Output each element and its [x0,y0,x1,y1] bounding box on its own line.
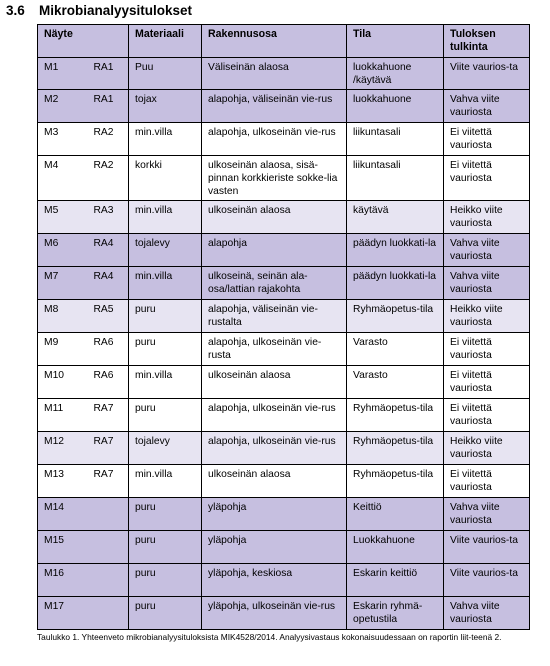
cell-room [88,564,129,597]
cell-sample: M12 [38,432,88,465]
table-row [38,465,530,498]
table-row [38,90,530,123]
cell-room: RA7 [88,432,129,465]
cell-result: Ei viitettä vauriosta [444,156,530,201]
cell-material: min.villa [129,366,202,399]
cell-result: Ei viitettä vauriosta [444,366,530,399]
cell-sample: M10 [38,366,88,399]
cell-sample: M3 [38,123,88,156]
cell-sample: M4 [38,156,88,201]
table-row [38,58,530,90]
cell-space: Keittiö [347,498,444,531]
table-row [38,234,530,267]
cell-result: Heikko viite vauriosta [444,432,530,465]
table-row [38,498,530,531]
header-building-part: Rakennusosa [202,25,347,58]
cell-room: RA6 [88,366,129,399]
table-row [38,399,530,432]
cell-space: päädyn luokkati-la [347,267,444,300]
cell-result: Heikko viite vauriosta [444,300,530,333]
cell-sample: M5 [38,201,88,234]
cell-space: liikuntasali [347,123,444,156]
cell-result: Ei viitettä vauriosta [444,333,530,366]
table-row [38,300,530,333]
cell-space: Ryhmäopetus-tila [347,300,444,333]
cell-material: puru [129,531,202,564]
section-heading [6,3,192,18]
cell-result: Viite vaurios-ta [444,564,530,597]
cell-building-part: yläpohja [202,531,347,564]
cell-space: Ryhmäopetus-tila [347,465,444,498]
cell-result: Vahva viite vauriosta [444,90,530,123]
table-row [38,564,530,597]
cell-space: Luokkahuone [347,531,444,564]
cell-building-part: ulkoseinän alaosa [202,366,347,399]
cell-room: RA1 [88,90,129,123]
cell-space: päädyn luokkati-la [347,234,444,267]
header-material: Materiaali [129,25,202,58]
cell-sample: M2 [38,90,88,123]
cell-result: Vahva viite vauriosta [444,234,530,267]
cell-material: tojalevy [129,234,202,267]
cell-room: RA3 [88,201,129,234]
cell-room: RA6 [88,333,129,366]
cell-building-part: alapohja, ulkoseinän vie-rusta [202,333,347,366]
table-header-row [38,25,530,58]
cell-room: RA2 [88,156,129,201]
cell-space: käytävä [347,201,444,234]
section-title: Mikrobianalyysitulokset [39,3,193,18]
cell-result: Viite vaurios-ta [444,58,530,90]
table-row [38,267,530,300]
cell-room: RA5 [88,300,129,333]
cell-building-part: ulkoseinä, seinän ala-osa/lattian rajakohta [202,267,347,300]
cell-material: min.villa [129,465,202,498]
cell-material: puru [129,333,202,366]
cell-room [88,498,129,531]
cell-sample: M6 [38,234,88,267]
cell-sample: M17 [38,597,88,630]
cell-space: liikuntasali [347,156,444,201]
table-row [38,597,530,630]
cell-sample: M7 [38,267,88,300]
cell-result: Ei viitettä vauriosta [444,399,530,432]
cell-sample: M8 [38,300,88,333]
cell-material: tojalevy [129,432,202,465]
cell-result: Ei viitettä vauriosta [444,123,530,156]
cell-room: RA4 [88,234,129,267]
section-number: 3.6 [6,3,25,18]
cell-room: RA7 [88,399,129,432]
table-row [38,366,530,399]
cell-building-part: alapohja, ulkoseinän vie-rus [202,123,347,156]
cell-room: RA2 [88,123,129,156]
cell-space: Varasto [347,366,444,399]
cell-space: Ryhmäopetus-tila [347,432,444,465]
cell-sample: M16 [38,564,88,597]
table-row [38,156,530,201]
header-result: Tuloksen tulkinta [444,25,530,58]
cell-space: Varasto [347,333,444,366]
cell-result: Ei viitettä vauriosta [444,465,530,498]
table-row [38,333,530,366]
cell-space: Ryhmäopetus-tila [347,399,444,432]
cell-room [88,597,129,630]
cell-building-part: alapohja, ulkoseinän vie-rus [202,399,347,432]
cell-sample: M11 [38,399,88,432]
cell-result: Vahva viite vauriosta [444,597,530,630]
cell-material: min.villa [129,123,202,156]
cell-building-part: ulkoseinän alaosa [202,465,347,498]
cell-building-part: ulkoseinän alaosa [202,201,347,234]
cell-material: min.villa [129,201,202,234]
cell-material: puru [129,399,202,432]
cell-sample: M15 [38,531,88,564]
table-caption: Taulukko 1. Yhteenveto mikrobianalyysituloksista MIK4528/2014. Analyysivastaus kokonaisuudessaan on raportin liit-teenä 2. [37,632,502,642]
results-table [37,24,530,630]
cell-building-part: alapohja, väliseinän vie-rus [202,90,347,123]
cell-room: RA1 [88,58,129,90]
cell-sample: M1 [38,58,88,90]
cell-material: Puu [129,58,202,90]
cell-sample: M9 [38,333,88,366]
cell-building-part: yläpohja [202,498,347,531]
table-row [38,201,530,234]
cell-material: puru [129,300,202,333]
header-sample: Näyte [38,25,129,58]
cell-result: Vahva viite vauriosta [444,267,530,300]
table-row [38,123,530,156]
cell-building-part: alapohja [202,234,347,267]
cell-building-part: yläpohja, keskiosa [202,564,347,597]
cell-sample: M14 [38,498,88,531]
cell-building-part: alapohja, ulkoseinän vie-rus [202,432,347,465]
table-row [38,531,530,564]
cell-sample: M13 [38,465,88,498]
cell-room [88,531,129,564]
cell-building-part: yläpohja, ulkoseinän vie-rus [202,597,347,630]
cell-material: min.villa [129,267,202,300]
cell-result: Viite vaurios-ta [444,531,530,564]
cell-material: puru [129,597,202,630]
header-space: Tila [347,25,444,58]
cell-material: tojax [129,90,202,123]
cell-building-part: ulkoseinän alaosa, sisä-pinnan korkkieriste sokke-lia vasten [202,156,347,201]
cell-room: RA7 [88,465,129,498]
cell-space: Eskarin ryhmä-opetustila [347,597,444,630]
cell-material: korkki [129,156,202,201]
cell-material: puru [129,498,202,531]
cell-space: luokkahuone [347,90,444,123]
cell-space: Eskarin keittiö [347,564,444,597]
cell-space: luokkahuone /käytävä [347,58,444,90]
cell-result: Heikko viite vauriosta [444,201,530,234]
cell-material: puru [129,564,202,597]
cell-building-part: Väliseinän alaosa [202,58,347,90]
table-row [38,432,530,465]
cell-building-part: alapohja, väliseinän vie-rustalta [202,300,347,333]
cell-room: RA4 [88,267,129,300]
cell-result: Vahva viite vauriosta [444,498,530,531]
